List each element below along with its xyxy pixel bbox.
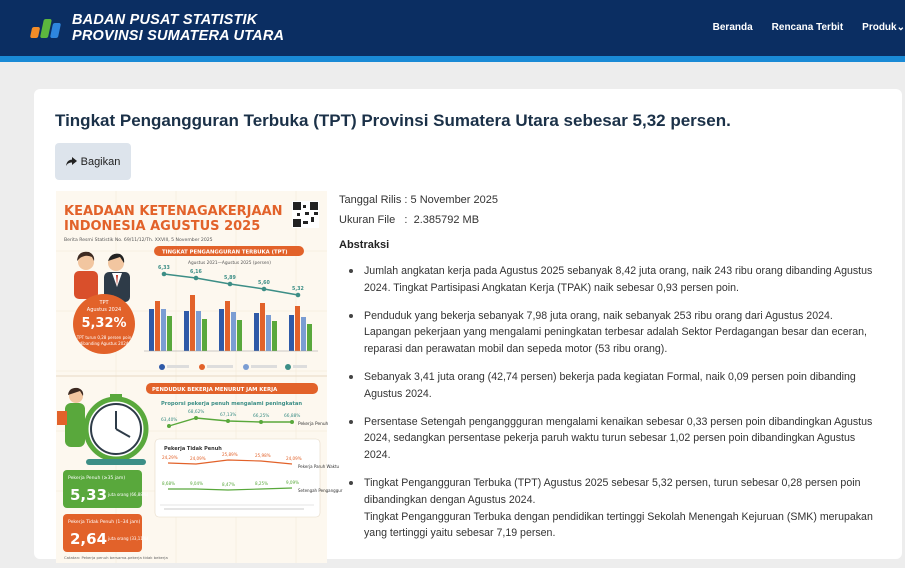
publication-card (34, 89, 902, 559)
abstract-item: Persentase Setengah penganggguran mengalami kenaikan sebesar 0,33 persen poin dibandingkan Agustus 2024, sedangkan persentase pekerja paruh waktu turun sebesar 1,02 persen poin dibandingkan Agustus 2024. (339, 414, 879, 464)
file-size-label: Ukuran File (339, 214, 396, 226)
brand-line-2: PROVINSI SUMATERA UTARA (72, 28, 285, 44)
full-label-4: 66,25% (253, 414, 270, 419)
infographic-graphic (56, 191, 343, 563)
part-bottom-2: 9,04% (190, 481, 204, 486)
tpt-line-label-1: 6,33 (158, 266, 170, 271)
abstract-heading: Abstraksi (339, 239, 390, 251)
part-legend-top: Pekerja Paruh Waktu (298, 464, 340, 469)
part-top-4: 25,98% (255, 453, 271, 458)
chevron-down-icon: ⌄ (896, 22, 905, 33)
full-box-unit: juta orang (66,88%) (108, 492, 149, 497)
infographic-title-2: INDONESIA AGUSTUS 2025 (64, 219, 261, 234)
full-legend: Pekerja Penuh (298, 422, 329, 427)
infographic-image[interactable] (56, 191, 343, 563)
part-top-1: 24,29% (162, 455, 178, 460)
tpt-badge-note: TPT turun 0,28 persen poin (76, 335, 132, 340)
full-label-5: 66,88% (284, 414, 301, 419)
share-icon (66, 157, 77, 167)
bps-logo-icon[interactable] (33, 14, 67, 44)
part-axis-placeholder (164, 508, 304, 510)
tpt-line-label-4: 5,60 (258, 281, 270, 286)
tpt-badge-note-2: dibanding Agustus 2024 (79, 341, 129, 346)
top-navigation-bar (0, 0, 905, 56)
part-top-2: 24,09% (190, 456, 206, 461)
abstract-item: Jumlah angkatan kerja pada Agustus 2025 sebanyak 8,42 juta orang, naik 243 ribu orang dibanding Agustus 2024. Tingkat Partisipasi Angkatan Kerja (TPAK) naik sebesar 0,93 persen poin. (339, 263, 879, 297)
infographic-title-1: KEADAAN KETENAGAKERJAAN (64, 204, 283, 219)
header-accent-stripe (0, 56, 905, 62)
part-bottom-1: 8,68% (162, 481, 176, 486)
full-box-label: Pekerja Penuh (≥35 jam) (68, 476, 126, 481)
part-top-3: 25,89% (222, 452, 238, 457)
part-box-value: 2,64 (70, 530, 108, 548)
release-date-label: Tanggal Rilis (339, 194, 402, 206)
abstract-item: Sebanyak 3,41 juta orang (42,74 persen) bekerja pada kegiatan Formal, naik 0,09 persen poin dibanding Agustus 2024. (339, 369, 879, 403)
abstract-list (339, 263, 879, 542)
release-date-row (339, 190, 498, 210)
abstract-item (339, 475, 879, 542)
nav-beranda[interactable]: Beranda (712, 22, 753, 33)
full-label-2: 68,62% (188, 410, 205, 415)
file-size-value: 2.385792 MB (413, 214, 480, 226)
abstract-item: Penduduk yang bekerja sebanyak 7,98 juta orang, naik sebanyak 253 ribu orang dari Agustus 2024. Lapangan pekerjaan yang mengalami peningkatan terbesar adalah Sektor Perdagangan besar dan eceran, reparasi dan perawatan mobil dan sepeda motor (53 ribu orang). (339, 308, 879, 358)
part-top-5: 24,09% (286, 456, 302, 461)
colon-separator: : (401, 194, 411, 206)
tpt-badge-label: TPT (99, 300, 109, 306)
publication-meta (339, 190, 498, 230)
brand-name[interactable] (72, 12, 284, 44)
tpt-line-label-2: 6,16 (190, 270, 202, 275)
tpt-line-label-5: 5,32 (292, 287, 304, 292)
nav-produk[interactable] (862, 22, 905, 33)
nav-rencana-terbit[interactable]: Rencana Terbit (771, 22, 844, 33)
share-button-label: Bagikan (80, 155, 121, 168)
tpt-period: Agustus 2021—Agustus 2025 (persen) (188, 261, 271, 266)
part-box-unit: juta orang (33,11%) (108, 536, 149, 541)
tpt-banner: TINGKAT PENGANGGURAN TERBUKA (TPT) (162, 249, 288, 256)
file-size-row (339, 210, 498, 230)
nav-produk-label: Produk (862, 22, 897, 33)
part-box-label: Pekerja Tidak Penuh (1–34 jam) (68, 520, 141, 525)
infographic-subtitle: Berita Resmi Statistik No. 69/11/12/Th. XXVIII, 5 November 2025 (64, 238, 213, 243)
abstract-item-text: Tingkat Pengangguran Terbuka (TPT) Agustus 2025 sebesar 5,32 persen, turun sebesar 0,28 persen poin dibandingkan dengan Agustus 2024. (364, 476, 861, 506)
tpt-badge-value: 5,32% (81, 316, 127, 331)
part-bottom-3: 8,47% (222, 482, 236, 487)
page-title: Tingkat Pengangguran Terbuka (TPT) Provinsi Sumatera Utara sebesar 5,32 persen. (55, 111, 731, 130)
full-label-3: 67,13% (220, 413, 237, 418)
share-button[interactable] (55, 143, 131, 180)
part-title: Pekerja Tidak Penuh (164, 446, 222, 452)
abstract-item-continuation: Tingkat Pengangguran Terbuka dengan pendidikan tertinggi Sekolah Menengah Kejuruan (SMK) merupakan yang tertinggi yaitu sebesar 7,19 persen. (364, 510, 873, 540)
main-nav (713, 22, 905, 33)
part-legend-bottom: Setengah Penganggur (298, 488, 343, 493)
part-bottom-5: 9,09% (286, 480, 300, 485)
brand-line-1: BADAN PUSAT STATISTIK (72, 12, 258, 28)
work-subtitle: Proporsi pekerja penuh mengalami peningkatan (161, 401, 303, 407)
colon-separator: : (395, 214, 414, 226)
infographic-footnote: Catatan: Pekerja penuh bersama-pekerja tidak bekerja (64, 555, 168, 560)
qr-code-icon (292, 201, 319, 228)
work-banner: PENDUDUK BEKERJA MENURUT JAM KERJA (152, 387, 278, 393)
full-label-1: 63,40% (161, 418, 178, 423)
part-bottom-4: 8,25% (255, 481, 269, 486)
release-date-value: 5 November 2025 (410, 194, 498, 206)
tpt-line-label-3: 5,89 (224, 276, 236, 281)
tpt-badge-period: Agustus 2024 (86, 307, 122, 313)
full-box-value: 5,33 (70, 486, 108, 504)
